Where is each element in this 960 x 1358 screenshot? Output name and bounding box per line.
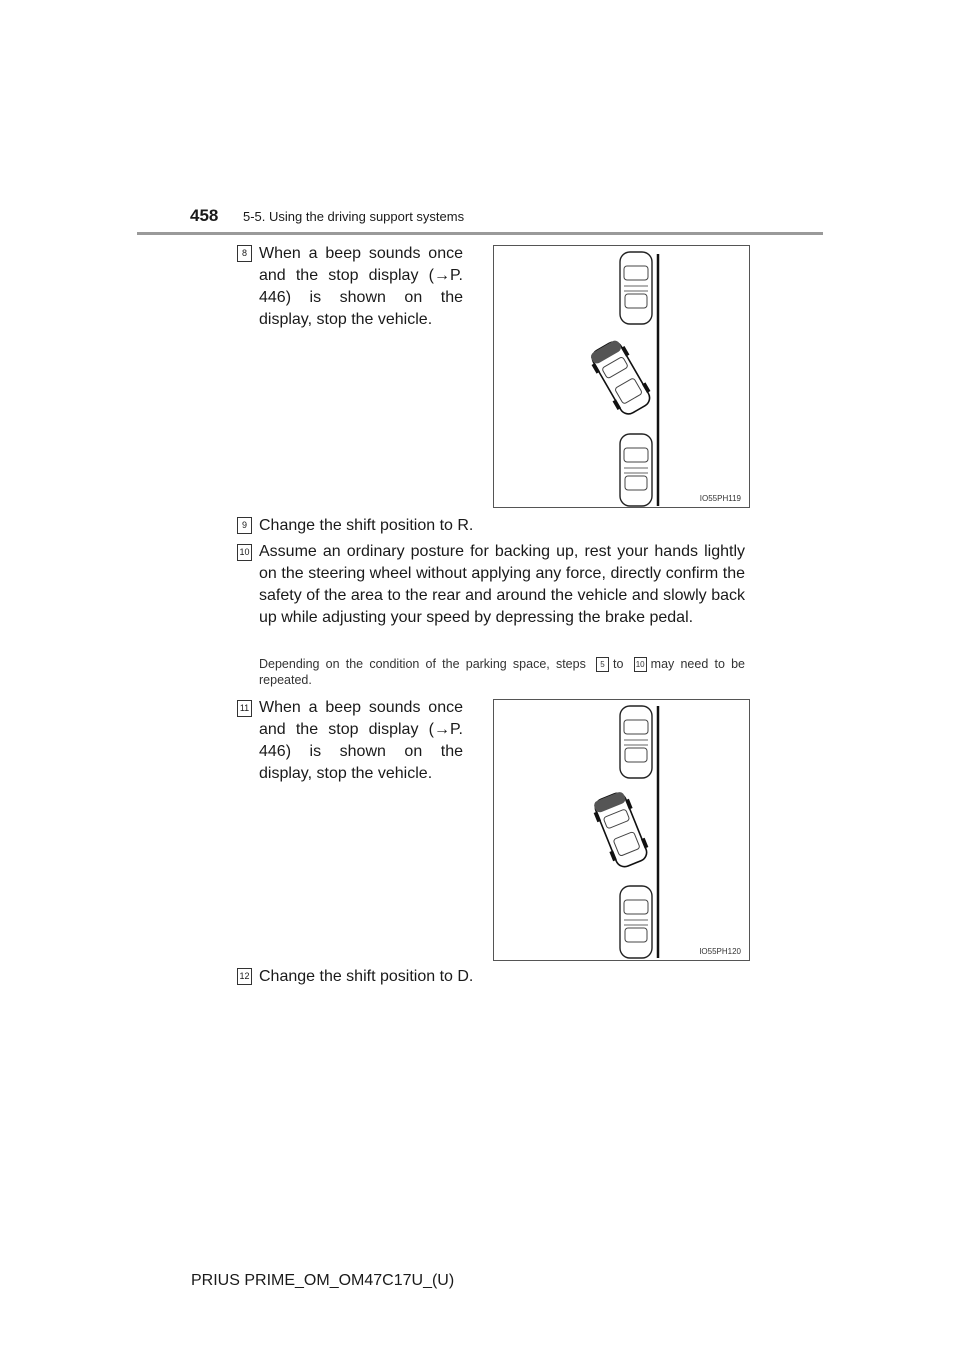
figure-parking-1 bbox=[493, 245, 750, 508]
parked-car-front bbox=[620, 706, 652, 778]
step-11-text: When a beep sounds once and the stop display (→P. 446) is shown on the display, stop the vehicle. bbox=[259, 699, 463, 782]
section-title: 5-5. Using the driving support systems bbox=[243, 209, 465, 224]
step-badge-11: 11 bbox=[237, 700, 252, 717]
header-rule bbox=[137, 232, 823, 235]
step-9-text: Change the shift position to R. bbox=[259, 517, 474, 534]
note-after: may need to be repeated. bbox=[259, 657, 745, 687]
step-badge-10: 10 bbox=[237, 544, 252, 561]
maneuvering-car bbox=[590, 790, 652, 871]
figure-parking-2 bbox=[493, 699, 750, 961]
step-badge-8: 8 bbox=[237, 245, 252, 262]
figure-code: IO55PH119 bbox=[699, 494, 741, 503]
step-badge-9: 9 bbox=[237, 517, 252, 534]
step-8-text: When a beep sounds once and the stop display (→P. 446) is shown on the display, stop the vehicle. bbox=[259, 245, 463, 328]
figure-code: IO55PH120 bbox=[699, 947, 741, 956]
footer-model-code: PRIUS PRIME_OM_OM47C17U_(U) bbox=[191, 1272, 455, 1289]
note-before: Depending on the condition of the parking space, steps bbox=[259, 657, 586, 671]
note-text bbox=[259, 656, 745, 688]
step-ref-badge-5: 5 bbox=[596, 657, 609, 672]
note-middle: to bbox=[613, 657, 624, 671]
parking-diagram-2 bbox=[494, 700, 751, 962]
parked-car-front bbox=[620, 252, 652, 324]
parking-diagram-1 bbox=[494, 246, 751, 509]
parked-car-rear bbox=[620, 434, 652, 506]
step-12-text: Change the shift position to D. bbox=[259, 968, 474, 985]
parked-car-rear bbox=[620, 886, 652, 958]
page-number: 458 bbox=[190, 206, 219, 225]
step-ref-badge-10: 10 bbox=[634, 657, 647, 672]
step-badge-12: 12 bbox=[237, 968, 252, 985]
step-10-text: Assume an ordinary posture for backing up, rest your hands lightly on the steering wheel without applying any force, directly confirm the safety of the area to the rear and around the vehicle and slowly back up while adjusting your speed by depressing the brake pedal. bbox=[259, 543, 745, 626]
maneuvering-car bbox=[587, 337, 656, 418]
